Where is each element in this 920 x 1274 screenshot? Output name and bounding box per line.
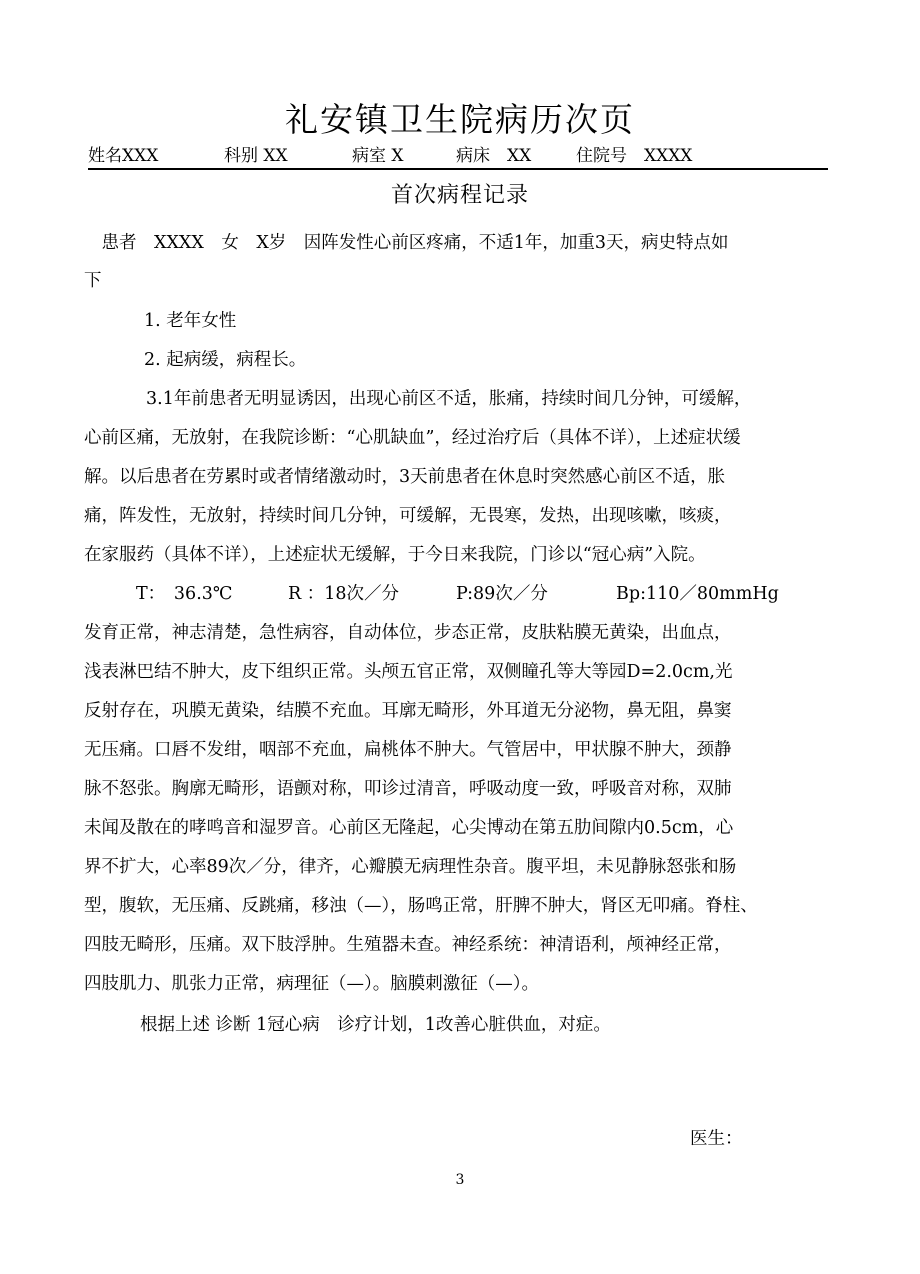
document-title: 礼安镇卫生院病历次页 (285, 100, 635, 139)
history-line: 3.1年前患者无明显诱因，出现心前区不适，胀痛，持续时间几分钟，可缓解， (146, 389, 752, 409)
exam-line: 四肢肌力、肌张力正常，病理征（—）。脑膜刺激征（—）。 (84, 974, 539, 994)
doctor-signature-label: 医生： (690, 1129, 743, 1149)
intro-line: 下 (84, 271, 102, 291)
intro-line: 患者 XXXX 女 X岁 因阵发性心前区疼痛，不适1年，加重3天，病史特点如 (84, 233, 729, 253)
admission-number: 住院号 XXXX (576, 146, 693, 166)
department: 科别 XX (224, 146, 288, 166)
exam-line: 型，腹软，无压痛、反跳痛，移浊（—），肠鸣正常，肝脾不肿大，肾区无叩痛。脊柱、 (84, 896, 758, 916)
vital-signs (84, 581, 836, 607)
exam-line: 四肢无畸形，压痛。双下肢浮肿。生殖器未查。神经系统：神清语利，颅神经正常， (84, 935, 732, 955)
bed: 病床 XX (456, 146, 532, 166)
pulse: P:89次／分 (456, 584, 548, 604)
exam-line: 未闻及散在的哮鸣音和湿罗音。心前区无隆起，心尖博动在第五肋间隙内0.5cm，心 (84, 818, 734, 838)
blood-pressure: Bp:110／80mmHg (616, 584, 779, 604)
temperature: T： 36.3℃ (136, 584, 233, 604)
exam-line: 浅表淋巴结不肿大，皮下组织正常。头颅五官正常，双侧瞳孔等大等园D=2.0cm,光 (84, 662, 733, 682)
history-line: 解。以后患者在劳累时或者情绪激动时，3天前患者在休息时突然感心前区不适，胀 (84, 467, 726, 487)
patient-name: 姓名XXX (88, 146, 159, 166)
respiration: R ：18次／分 (288, 584, 400, 604)
history-line: 痛，阵发性，无放射，持续时间几分钟，可缓解，无畏寒，发热，出现咳嗽，咳痰， (84, 506, 732, 526)
ward: 病室 X (352, 146, 404, 166)
exam-line: 反射存在，巩膜无黄染，结膜不充血。耳廓无畸形，外耳道无分泌物，鼻无阻，鼻窦 (84, 701, 732, 721)
history-line: 心前区痛，无放射，在我院诊断：“心肌缺血”，经过治疗后（具体不详），上述症状缓 (84, 428, 741, 448)
exam-line: 界不扩大，心率89次／分，律齐，心瓣膜无病理性杂音。腹平坦，未见静脉怒张和肠 (84, 857, 737, 877)
exam-line: 无压痛。口唇不发绀，咽部不充血，扁桃体不肿大。气管居中，甲状腺不肿大，颈静 (84, 740, 732, 760)
page-number: 3 (455, 1172, 465, 1188)
exam-line: 脉不怒张。胸廓无畸形，语颤对称，叩诊过清音，呼吸动度一致，呼吸音对称，双肺 (84, 779, 732, 799)
history-line: 在家服药（具体不详），上述症状无缓解，于今日来我院，门诊以“冠心病”入院。 (84, 545, 706, 565)
feature-item: 1. 老年女性 (144, 311, 237, 331)
patient-info-row (88, 144, 828, 170)
section-title: 首次病程记录 (390, 183, 529, 208)
diagnosis-line: 根据上述 诊断 1冠心病 诊疗计划，1改善心脏供血，对症。 (140, 1015, 611, 1035)
exam-line: 发育正常，神志清楚，急性病容，自动体位，步态正常，皮肤粘膜无黄染，出血点， (84, 623, 732, 643)
feature-item: 2. 起病缓，病程长。 (144, 350, 307, 370)
